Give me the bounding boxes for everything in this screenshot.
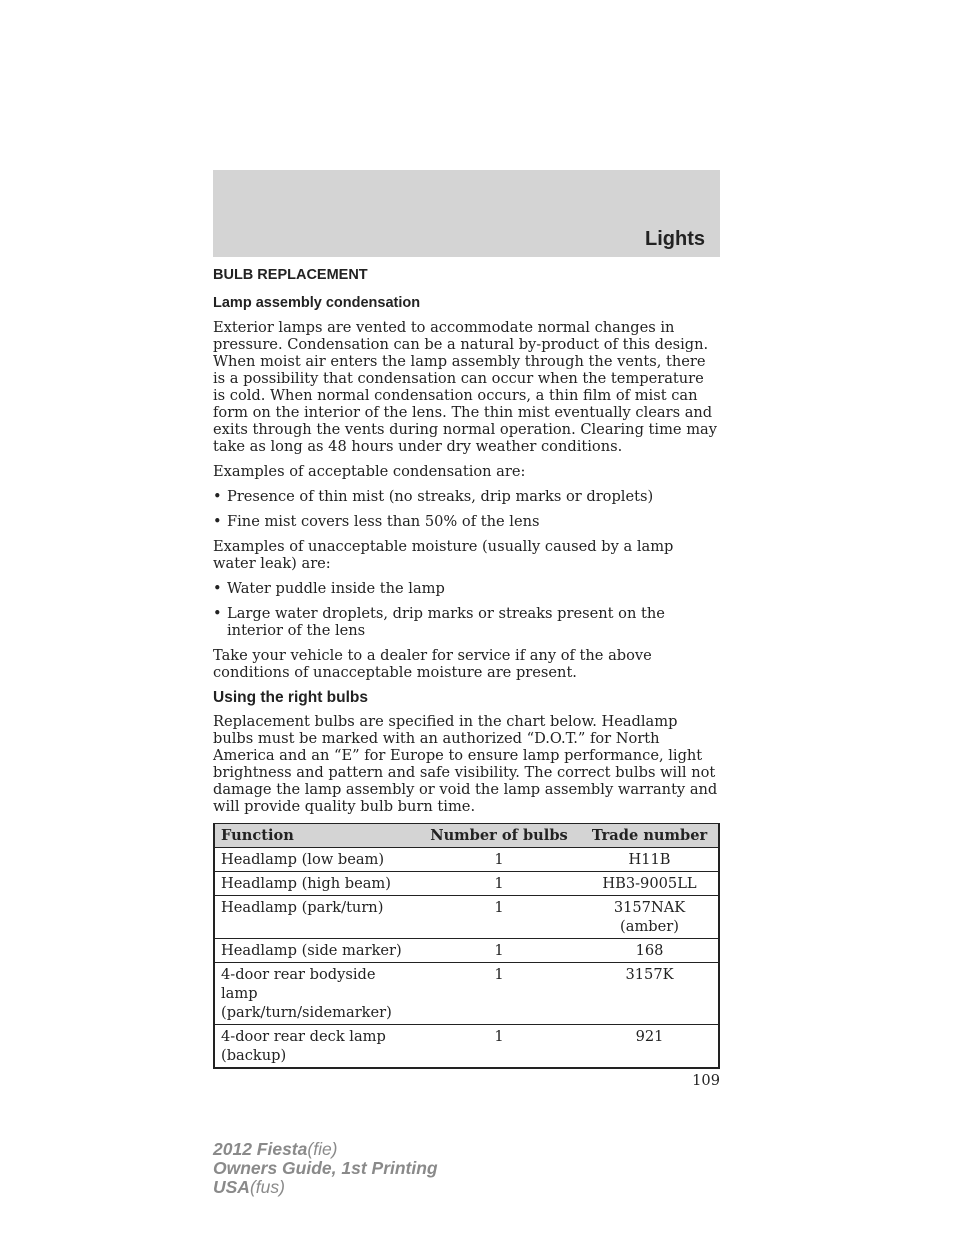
bullet-icon: • [213,488,222,505]
list-item: • Large water droplets, drip marks or streaks present on the interior of the lens [213,605,665,639]
bullet-icon: • [213,580,222,597]
bulb-table [213,823,720,1069]
bullet-icon: • [213,513,222,530]
cell-count: 1 [417,939,581,963]
table-row [214,896,719,939]
table-row [214,1025,719,1069]
footer-guide: Owners Guide, 1st Printing [213,1158,438,1178]
cell-trade: 3157K [581,963,719,1025]
cell-count: 1 [417,1025,581,1069]
table-row [214,848,719,872]
acceptable-list [213,488,720,530]
section-header-band [213,170,720,257]
bulbs-intro: Replacement bulbs are specified in the chart below. Headlamp bulbs must be marked with an authorized “D.O.T.” for North America and an “E” for Europe to ensure lamp performance, light brightness and pattern and safe visibility. The correct bulbs will not damage the lamp assembly or void the lamp assembly warranty and will provide quality bulb burn time. [213,713,718,815]
bulbs-subheading: Using the right bulbs [213,689,368,706]
list-item: • Presence of thin mist (no streaks, drip marks or droplets) [213,488,654,505]
cell-trade: HB3-9005LL [581,872,719,896]
footer-model: 2012 Fiesta [213,1139,308,1159]
cell-count: 1 [417,963,581,1025]
condensation-intro: Exterior lamps are vented to accommodate normal changes in pressure. Condensation can be a natural by-product of this design. When moist air enters the lamp assembly through the vents, there is a possibility that condensation can occur when the temperature is cold. When normal condensation occurs, a thin film of mist can form on the interior of the lens. The thin mist eventually clears and exits through the vents during normal operation. Clearing time may take as long as 48 hours under dry weather conditions. [213,319,717,455]
unacceptable-intro: Examples of unacceptable moisture (usually caused by a lamp water leak) are: [213,538,674,572]
cell-count: 1 [417,896,581,939]
column-header-number: Number of bulbs [417,824,581,848]
table-row [214,872,719,896]
footer-imprint [213,1140,438,1197]
page-heading: BULB REPLACEMENT [213,267,368,283]
list-item: • Water puddle inside the lamp [213,580,445,597]
cell-count: 1 [417,848,581,872]
cell-function: Headlamp (side marker) [214,939,417,963]
section-title: Lights [645,228,705,250]
trade-note: (amber) [620,918,679,935]
table-row [214,963,719,1025]
cell-function: Headlamp (high beam) [214,872,417,896]
cell-count: 1 [417,872,581,896]
cell-trade: 921 [581,1025,719,1069]
cell-function: 4-door rear deck lamp (backup) [214,1025,417,1069]
cell-function: Headlamp (low beam) [214,848,417,872]
footer-market-code: (fus) [249,1177,285,1197]
cell-function: Headlamp (park/turn) [214,896,417,939]
dealer-note: Take your vehicle to a dealer for service if any of the above conditions of unacceptable moisture are present. [213,647,652,681]
footer-market: USA [213,1177,250,1197]
column-header-function: Function [214,824,417,848]
acceptable-intro: Examples of acceptable condensation are: [213,463,526,480]
table-header-row [214,824,719,848]
cell-function: 4-door rear bodyside lamp (park/turn/sidemarker) [214,963,417,1025]
cell-trade: 3157NAK (amber) [581,896,719,939]
cell-trade: H11B [581,848,719,872]
page-content [213,266,720,1069]
footer-model-code: (fie) [307,1139,338,1159]
bullet-icon: • [213,605,222,622]
unacceptable-list [213,580,720,639]
cell-trade: 168 [581,939,719,963]
table-row [214,939,719,963]
page-number: 109 [692,1072,720,1089]
condensation-subheading: Lamp assembly condensation [213,295,421,311]
list-item: • Fine mist covers less than 50% of the lens [213,513,540,530]
column-header-trade: Trade number [581,824,719,848]
